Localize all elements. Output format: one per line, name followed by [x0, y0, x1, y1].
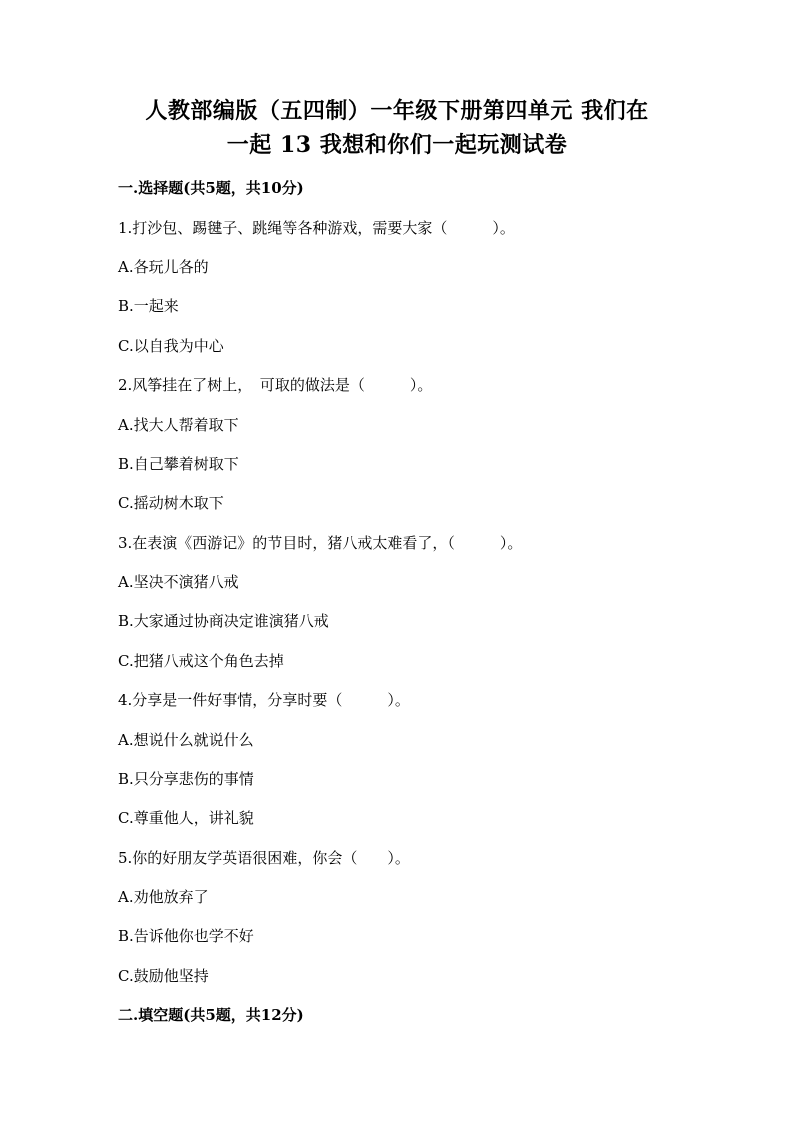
question-2-stem: 2.风筝挂在了树上， 可取的做法是（ ）。: [118, 376, 433, 394]
section-heading-choice: 一.选择题(共5题，共10分): [118, 179, 304, 197]
question-4-stem: 4.分享是一件好事情，分享时要（ ）。: [118, 691, 410, 709]
section-heading-fill-in: 二.填空题(共5题，共12分): [118, 1006, 304, 1024]
question-3-option-a: A.坚决不演猪八戒: [118, 573, 239, 591]
page-title-line-1: 人教部编版（五四制）一年级下册第四单元 我们在: [145, 98, 649, 124]
question-3-stem: 3.在表演《西游记》的节目时，猪八戒太难看了，（ ）。: [118, 534, 523, 552]
question-4-option-c: C.尊重他人，讲礼貌: [118, 809, 254, 827]
question-2-option-c: C.摇动树木取下: [118, 494, 224, 512]
question-5-stem: 5.你的好朋友学英语很困难，你会（ ）。: [118, 849, 410, 867]
question-5-option-c: C.鼓励他坚持: [118, 967, 209, 985]
question-3-option-c: C.把猪八戒这个角色去掉: [118, 652, 284, 670]
question-1-option-b: B.一起来: [118, 297, 179, 315]
question-2-option-a: A.找大人帮着取下: [118, 416, 239, 434]
question-4-option-b: B.只分享悲伤的事情: [118, 770, 254, 788]
question-1-option-a: A.各玩儿各的: [118, 258, 209, 276]
question-5-option-a: A.劝他放弃了: [118, 888, 209, 906]
question-5-option-b: B.告诉他你也学不好: [118, 927, 254, 945]
page-title-line-2: 一起 13 我想和你们一起玩测试卷: [226, 132, 568, 158]
question-2-option-b: B.自己攀着树取下: [118, 455, 239, 473]
question-4-option-a: A.想说什么就说什么: [118, 731, 254, 749]
question-3-option-b: B.大家通过协商决定谁演猪八戒: [118, 612, 329, 630]
question-1-option-c: C.以自我为中心: [118, 337, 224, 355]
question-1-stem: 1.打沙包、踢毽子、跳绳等各种游戏，需要大家（ ）。: [118, 219, 515, 237]
